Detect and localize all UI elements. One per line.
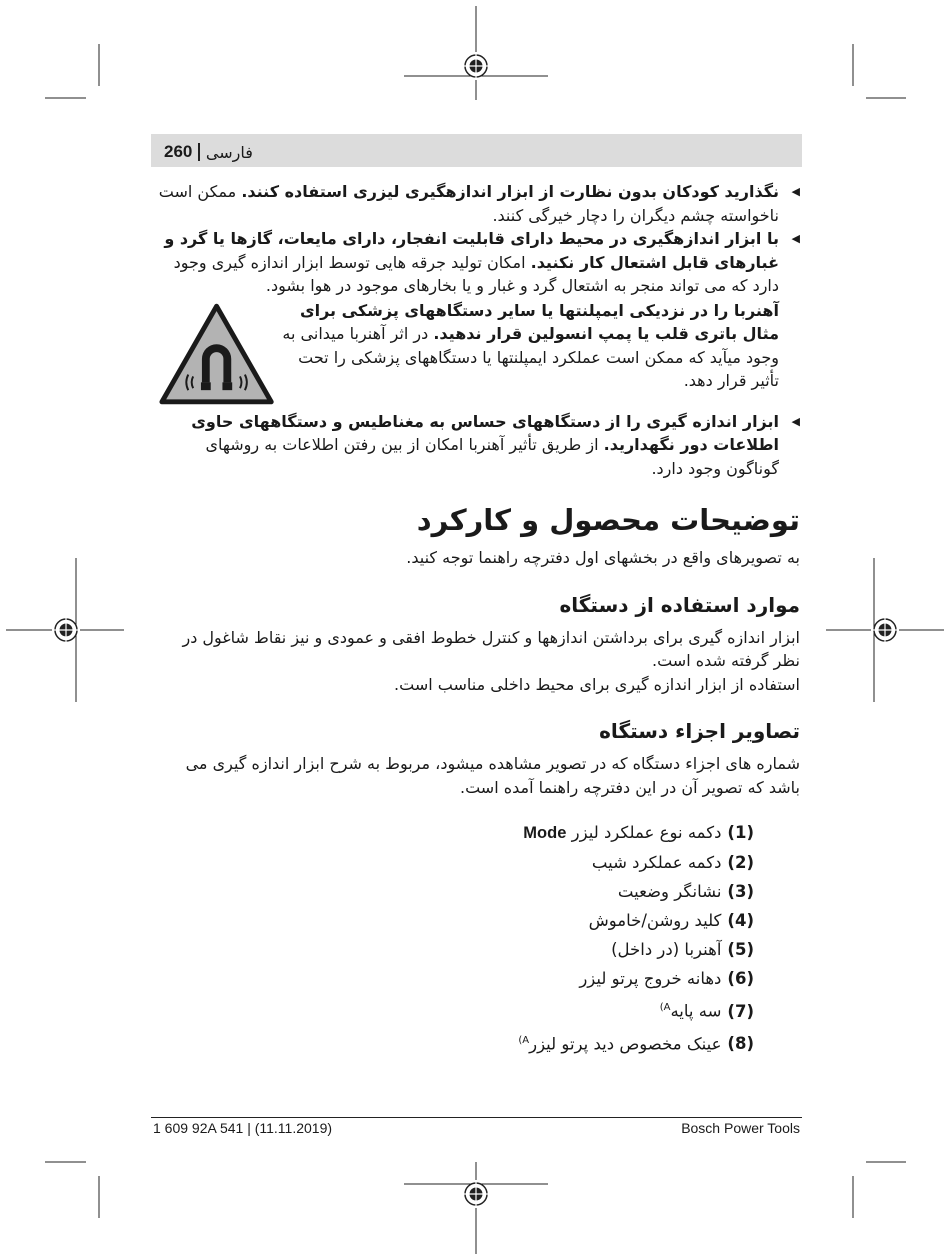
safety-item-text [158, 227, 779, 298]
part-number: (8) [727, 1034, 754, 1053]
magnet-warning [158, 299, 800, 409]
brand-name: Bosch Power Tools [681, 1120, 800, 1136]
registration-target-right [871, 616, 899, 644]
language-label: فارسی [205, 142, 253, 162]
parts-list-item [158, 906, 754, 935]
header-divider [198, 143, 200, 161]
safety-item [158, 180, 800, 227]
safety-warning-text: امکان تولید جرقه هایی توسط ابزار اندازه گیری وجود دارد که می تواند منجر به اشتعال گرد و غبار و یا بخارهای موجود در هوا بشود. [173, 252, 779, 295]
parts-list [158, 818, 800, 1058]
magnet-warning-bold: آهنربا را در نزدیکی ایمپلنتها یا سایر دستگاههای پزشکی برای مثال باتری قلب یا پمپ انسولین قرار ندهید. [299, 300, 779, 343]
footnote-marker: A) [659, 1002, 671, 1013]
part-label: آهنربا (در داخل) [611, 940, 722, 959]
part-label: دهانه خروج پرتو لیزر [579, 969, 722, 988]
part-label: نشانگر وضعیت [617, 882, 722, 901]
triangle-bullet-icon: ◀ [791, 185, 800, 198]
triangle-bullet-icon: ◀ [791, 414, 800, 428]
parts-list-item [158, 818, 754, 848]
part-label: دکمه نوع عملکرد لیزر [571, 823, 722, 842]
main-content [158, 180, 800, 1058]
document-number: 1 609 92A 541 | (11.11.2019) [153, 1120, 333, 1136]
part-label: عینک مخصوص دید پرتو لیزر [529, 1034, 722, 1053]
part-label-extra: Mode [523, 824, 567, 842]
safety-item-text [158, 410, 779, 481]
magnet-warning-body: در اثر آهنربا میدانی به وجود میآید که ممکن است عملکرد ایمپلنتها یا دستگاههای پزشکی را تحت تأثیر قرار دهد. [282, 324, 779, 390]
page-number: 260 [164, 142, 193, 161]
usage-paragraph: استفاده از ابزار اندازه گیری برای محیط داخلی مناسب است. [394, 674, 800, 694]
parts-list-item [158, 935, 754, 964]
safety-warning-text: ممکن است ناخواسته چشم دیگران را دچار خیرگی کنند. [158, 182, 779, 225]
page-header [164, 140, 253, 164]
part-label: سه پایه [670, 1001, 722, 1021]
components-intro: شماره های اجزاء دستگاه که در تصویر مشاهده میشود، مربوط به شرح ابزار اندازه گیری می باشد که تصویر آن در این دفترچه راهنما آمده است. [185, 754, 800, 797]
part-number: (3) [727, 882, 754, 901]
footnote-marker: A) [518, 1034, 530, 1046]
parts-list-item [158, 848, 754, 877]
safety-warning-bold: ابزار اندازه گیری را از دستگاههای حساس به مغناطیس و دستگاههای حاوی اطلاعات دور نگهدارید. [191, 411, 779, 454]
safety-warning-bold: نگذارید کودکان بدون نظارت از ابزار اندازهگیری لیزری استفاده کنند. [241, 182, 779, 201]
part-number: (5) [727, 940, 754, 959]
safety-item [158, 410, 800, 481]
parts-list-item [158, 1026, 754, 1059]
footer-rule [151, 1117, 802, 1118]
triangle-bullet-icon: ◀ [791, 232, 800, 245]
components-heading: تصاویر اجزاء دستگاه [599, 719, 800, 743]
section-title: توضیحات محصول و کارکرد [416, 503, 800, 537]
safety-item [158, 227, 800, 298]
usage-paragraph: ابزار اندازه گیری برای برداشتن اندازهها و کنترل خطوط افقی و عمودی و نیز نقاط شاغول در نظر گرفته شده است. [182, 627, 800, 670]
safety-item-text [158, 180, 779, 227]
section-intro: به تصویرهای واقع در بخشهای اول دفترچه راهنما توجه کنید. [406, 548, 800, 567]
usage-heading: موارد استفاده از دستگاه [559, 592, 800, 617]
part-number: (2) [727, 853, 754, 872]
part-number: (6) [727, 969, 754, 988]
safety-warning-text: از طریق تأثیر آهنربا امکان از بین رفتن اطلاعات به روشهای گوناگون وجود دارد. [205, 435, 779, 478]
parts-list-item [158, 877, 754, 906]
parts-list-item [158, 993, 754, 1026]
safety-warning-bold: با ابزار اندازهگیری در محیط دارای قابلیت انفجار، دارای مایعات، گازها یا گرد و غبارهای قابل اشتعال کار نکنید. [164, 229, 779, 272]
part-number: (4) [727, 911, 754, 930]
part-number: (7) [727, 1001, 754, 1021]
part-number: (1) [727, 823, 754, 842]
magnet-warning-text [279, 299, 800, 393]
parts-list-item [158, 964, 754, 993]
part-label: کلید روشن/خاموش [588, 911, 722, 930]
magnet-warning-icon [158, 301, 275, 409]
part-label: دکمه عملکرد شیب [591, 853, 722, 872]
